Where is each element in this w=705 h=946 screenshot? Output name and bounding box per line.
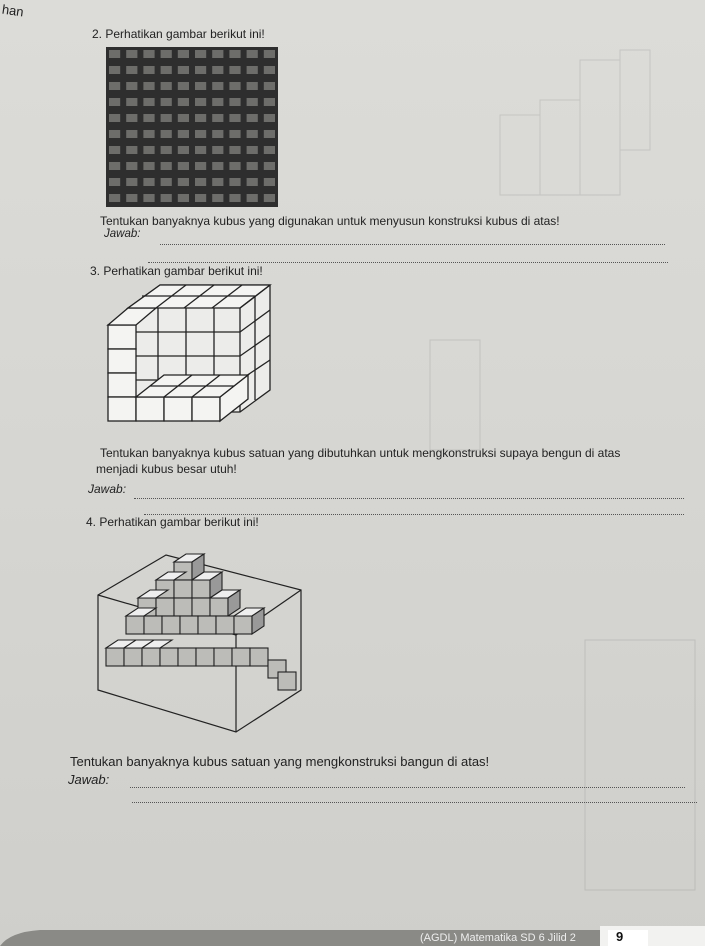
grid-cube-face (126, 98, 137, 106)
grid-cube-face (229, 178, 240, 186)
grid-cube-face (143, 50, 154, 58)
grid-cube-face (247, 130, 258, 138)
footer-bar (0, 924, 705, 946)
grid-cube-face (161, 50, 172, 58)
grid-cube-face (109, 50, 120, 58)
grid-cube-face (247, 162, 258, 170)
grid-cube-face (229, 162, 240, 170)
grid-cube-face (126, 66, 137, 74)
grid-cube-face (143, 82, 154, 90)
grid-cube-face (229, 114, 240, 122)
grid-cube-face (195, 162, 206, 170)
grid-cube-face (195, 146, 206, 154)
grid-cube-face (264, 98, 275, 106)
grid-cube-face (143, 130, 154, 138)
grid-cube-face (126, 162, 137, 170)
q3-instruction-line-1: Tentukan banyaknya kubus satuan yang dibutuhkan untuk mengkonstruksi supaya bengun di atas (100, 446, 621, 460)
grid-cube-face (161, 146, 172, 154)
grid-cube-face (264, 50, 275, 58)
page-number: 9 (616, 929, 624, 944)
q2-answer-line-2[interactable] (148, 262, 668, 263)
q4-answer-label: Jawab: (68, 772, 110, 787)
grid-cube-face (212, 82, 223, 90)
grid-cube-face (161, 178, 172, 186)
grid-cube-face (178, 130, 189, 138)
grid-cube-face (161, 114, 172, 122)
grid-cube-face (212, 194, 223, 202)
grid-cube-face (143, 146, 154, 154)
grid-cube-face (264, 178, 275, 186)
grid-cube-face (161, 66, 172, 74)
grid-cube-face (229, 146, 240, 154)
grid-cube-face (212, 178, 223, 186)
grid-cube-face (143, 194, 154, 202)
grid-cube-face (109, 194, 120, 202)
grid-cube-face (195, 82, 206, 90)
grid-cube-face (229, 82, 240, 90)
q4-answer-line-1[interactable] (130, 787, 685, 788)
grid-cube-face (212, 130, 223, 138)
grid-cube-face (178, 98, 189, 106)
grid-cube-face (178, 82, 189, 90)
grid-cube-face (195, 50, 206, 58)
q2-answer-line-1[interactable] (160, 244, 665, 245)
grid-cube-face (143, 98, 154, 106)
grid-cube-face (109, 130, 120, 138)
grid-cube-face (143, 66, 154, 74)
grid-cube-face (247, 82, 258, 90)
grid-cube-face (178, 50, 189, 58)
grid-cube-face (212, 146, 223, 154)
grid-cube-face (229, 66, 240, 74)
grid-cube-face (195, 114, 206, 122)
grid-cube-face (229, 194, 240, 202)
grid-cube-face (195, 98, 206, 106)
grid-cube-face (247, 194, 258, 202)
grid-cube-face (126, 114, 137, 122)
grid-cube-face (264, 130, 275, 138)
grid-cube-face (178, 178, 189, 186)
grid-cube-face (126, 146, 137, 154)
grid-cube-face (161, 82, 172, 90)
grid-cube-face (247, 66, 258, 74)
grid-cube-face (109, 162, 120, 170)
grid-cube-face (126, 178, 137, 186)
q2-cube-grid-figure (96, 42, 296, 242)
grid-cube-face (161, 98, 172, 106)
grid-cube-face (195, 130, 206, 138)
q4-instruction: Tentukan banyaknya kubus satuan yang mengkonstruksi bangun di atas! (70, 754, 490, 769)
grid-cube-face (247, 146, 258, 154)
q4-answer-line-2[interactable] (132, 802, 697, 803)
grid-cube-face (143, 114, 154, 122)
grid-cube-face (109, 178, 120, 186)
q3-prompt: 3. Perhatikan gambar berikut ini! (90, 264, 263, 278)
grid-cube-face (161, 130, 172, 138)
grid-cube-face (178, 162, 189, 170)
grid-cube-face (161, 162, 172, 170)
grid-cube-face (195, 178, 206, 186)
grid-cube-face (143, 162, 154, 170)
grid-cube-face (229, 130, 240, 138)
grid-cube-face (126, 82, 137, 90)
grid-cube-face (178, 194, 189, 202)
grid-cube-face (109, 66, 120, 74)
grid-cube-face (264, 114, 275, 122)
grid-cube-face (178, 146, 189, 154)
q3-answer-label: Jawab: (88, 482, 127, 496)
corner-text: han (1, 1, 25, 20)
grid-cube-face (212, 98, 223, 106)
grid-cube-face (247, 50, 258, 58)
q4-staircase-figure (86, 540, 316, 740)
q4-prompt: 4. Perhatikan gambar berikut ini! (86, 515, 259, 529)
grid-cube-face (212, 66, 223, 74)
grid-cube-face (264, 162, 275, 170)
grid-cube-face (229, 50, 240, 58)
grid-cube-face (247, 114, 258, 122)
q3-answer-line-1[interactable] (134, 498, 684, 499)
grid-cube-face (109, 114, 120, 122)
grid-cube-face (126, 130, 137, 138)
grid-cube-face (264, 66, 275, 74)
footer-text: (AGDL) Matematika SD 6 Jilid 2 (420, 932, 576, 944)
grid-cube-face (109, 98, 120, 106)
grid-cube-face (229, 98, 240, 106)
q2-answer-label: Jawab: (104, 228, 141, 240)
grid-cube-face (126, 50, 137, 58)
grid-cube-face (195, 194, 206, 202)
q3-instruction-line-2: menjadi kubus besar utuh! (96, 462, 237, 476)
grid-cube-face (178, 66, 189, 74)
q3-cube-figure (100, 280, 280, 440)
grid-cube-face (212, 114, 223, 122)
grid-cube-face (109, 82, 120, 90)
grid-cube-face (161, 194, 172, 202)
grid-cube-face (264, 146, 275, 154)
grid-cube-face (247, 178, 258, 186)
q2-prompt: 2. Perhatikan gambar berikut ini! (92, 27, 265, 41)
footer-band (0, 924, 705, 946)
grid-cube-face (264, 194, 275, 202)
grid-cube-face (126, 194, 137, 202)
grid-cube-face (109, 146, 120, 154)
grid-cube-face (212, 162, 223, 170)
grid-cube-face (143, 178, 154, 186)
grid-cube-face (264, 82, 275, 90)
grid-cube-face (212, 50, 223, 58)
grid-cube-face (195, 66, 206, 74)
q2-instruction: Tentukan banyaknya kubus yang digunakan untuk menyusun konstruksi kubus di atas! (100, 214, 560, 228)
grid-cube-face (247, 98, 258, 106)
grid-cube-face (178, 114, 189, 122)
